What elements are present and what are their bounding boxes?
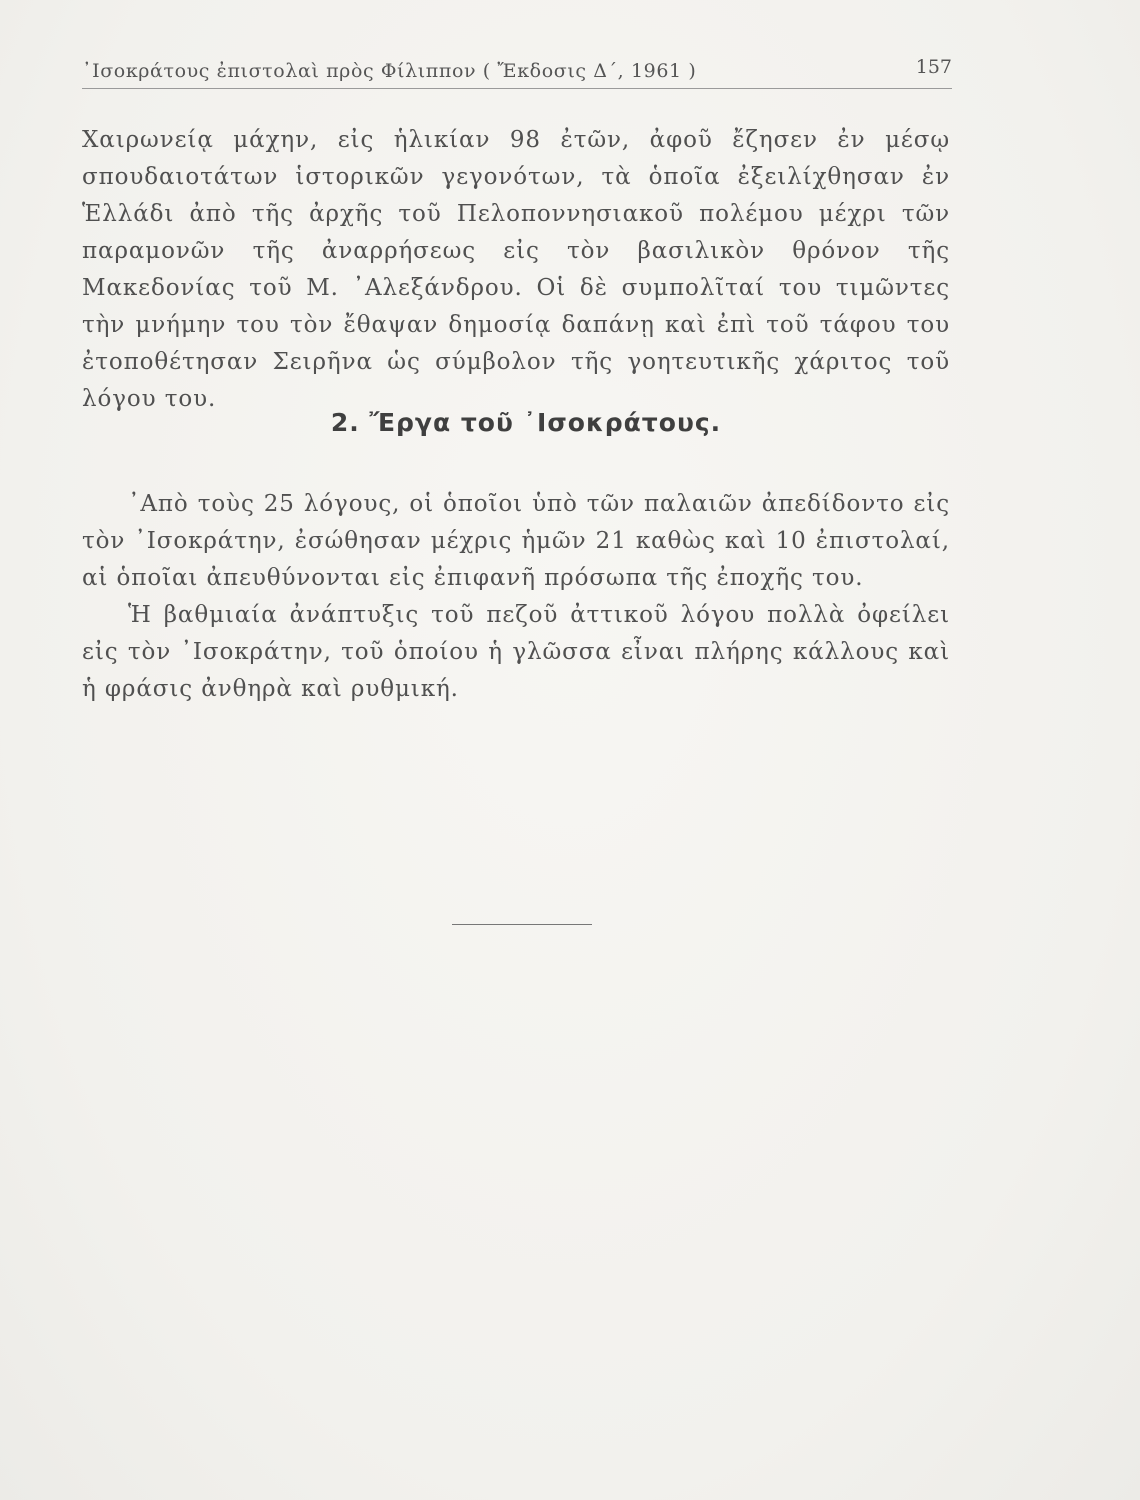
running-head [82, 56, 952, 89]
paragraph: ᾿Απὸ τοὺς 25 λόγους, οἱ ὁποῖοι ὑπὸ τῶν παλαιῶν ἀπεδίδοντο εἰς τὸν ᾿Ισοκράτην, ἐσώθησαν μέχρις ἡμῶν 21 καθὼς καὶ 10 ἐπιστολαί, αἱ ὁποῖαι ἀπευθύνονται εἰς ἐπιφανῆ πρόσωπα τῆς ἐποχῆς του. [82, 491, 950, 591]
section-heading [0, 408, 1140, 437]
paragraph: Χαιρωνείᾳ μάχην, εἰς ἡλικίαν 98 ἐτῶν, ἀφοῦ ἔζησεν ἐν μέσῳ σπουδαιοτάτων ἱστορικῶν γεγονότων, τὰ ὁποῖα ἐξειλίχθησαν ἐν Ἑλλάδι ἀπὸ τῆς ἀρχῆς τοῦ Πελοποννησιακοῦ πολέμου μέχρι τῶν παραμονῶν τῆς ἀναρρήσεως εἰς τὸν βασιλικὸν θρόνον τῆς Μακεδονίας τοῦ Μ. ᾿Αλεξάνδρου. Οἱ δὲ συμπολῖταί του τιμῶντες τὴν μνήμην του τὸν ἔθαψαν δημοσίᾳ δαπάνῃ καὶ ἐπὶ τοῦ τάφου του ἐτοποθέτησαν Σειρῆνα ὡς σύμβολον τῆς γοητευτικῆς χάριτος τοῦ λόγου του. [82, 127, 950, 412]
intro-text-block [82, 122, 950, 418]
running-title: ᾿Ισοκράτους ἐπιστολαὶ πρὸς Φίλιππον ( Ἔκδοσις Δ΄, 1961 ) [82, 60, 697, 82]
section-text-block [82, 486, 950, 708]
end-rule-divider [452, 924, 592, 925]
paragraph: Ἡ βαθμιαία ἀνάπτυξις τοῦ πεζοῦ ἀττικοῦ λόγου πολλὰ ὀφείλει εἰς τὸν ᾿Ισοκράτην, τοῦ ὁποίου ἡ γλῶσσα εἶναι πλήρης κάλλους καὶ ἡ φράσις ἀνθηρὰ καὶ ρυθμική. [82, 602, 950, 702]
section-heading-text: 2. Ἔργα τοῦ ᾿Ισοκράτους. [330, 408, 722, 437]
page-number: 157 [915, 56, 952, 78]
